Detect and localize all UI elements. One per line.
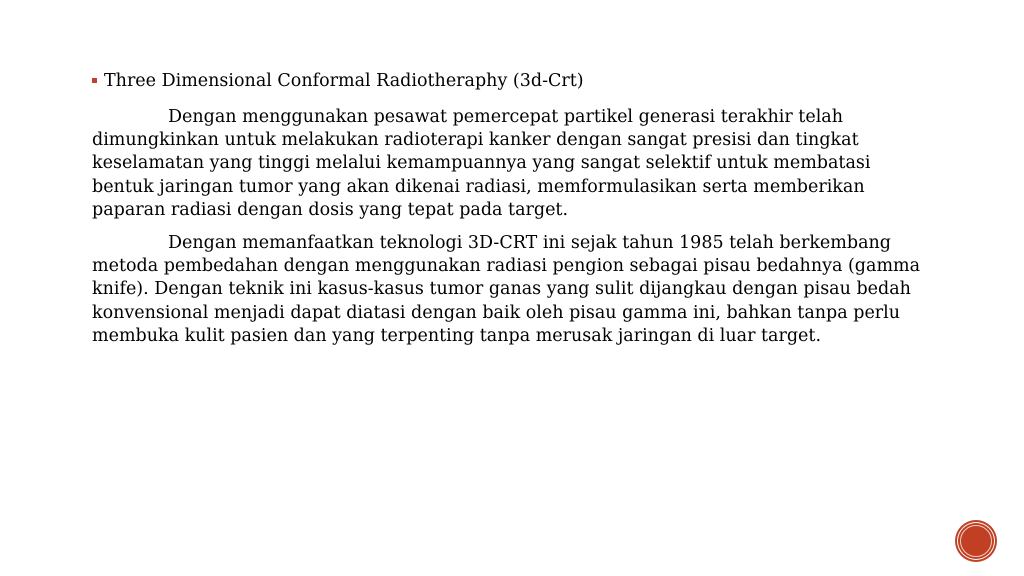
badge-ring-icon (960, 525, 992, 557)
paragraph-2: Dengan memanfaatkan teknologi 3D-CRT ini sejak tahun 1985 telah berkembang metoda pembedahan dengan menggunakan radiasi pengion sebagai pisau bedahnya (gamma knife). Dengan teknik ini kasus-kasus tumor ganas yang sulit dijangkau dengan pisau bedah konvensional menjadi dapat diatasi dengan baik oleh pisau gamma ini, bahkan tanpa perlu membuka kulit pasien dan yang terpenting tanpa merusak jaringan di luar target. (92, 233, 921, 346)
bullet-heading: Three Dimensional Conformal Radiotheraphy (3d-Crt) (104, 71, 584, 91)
slide-content (92, 70, 934, 358)
paragraph-1: Dengan menggunakan pesawat pemercepat partikel generasi terakhir telah dimungkinkan untuk melakukan radioterapi kanker dengan sangat presisi dan tingkat keselamatan yang tinggi melalui kemampuannya yang sangat selektif untuk membatasi bentuk jaringan tumor yang akan dikenai radiasi, memformulasikan serta memberikan paparan radiasi dengan dosis yang tepat pada target. (92, 107, 871, 220)
bullet-item (92, 70, 934, 93)
square-bullet-icon (92, 78, 97, 83)
slide-number-badge (957, 522, 995, 560)
